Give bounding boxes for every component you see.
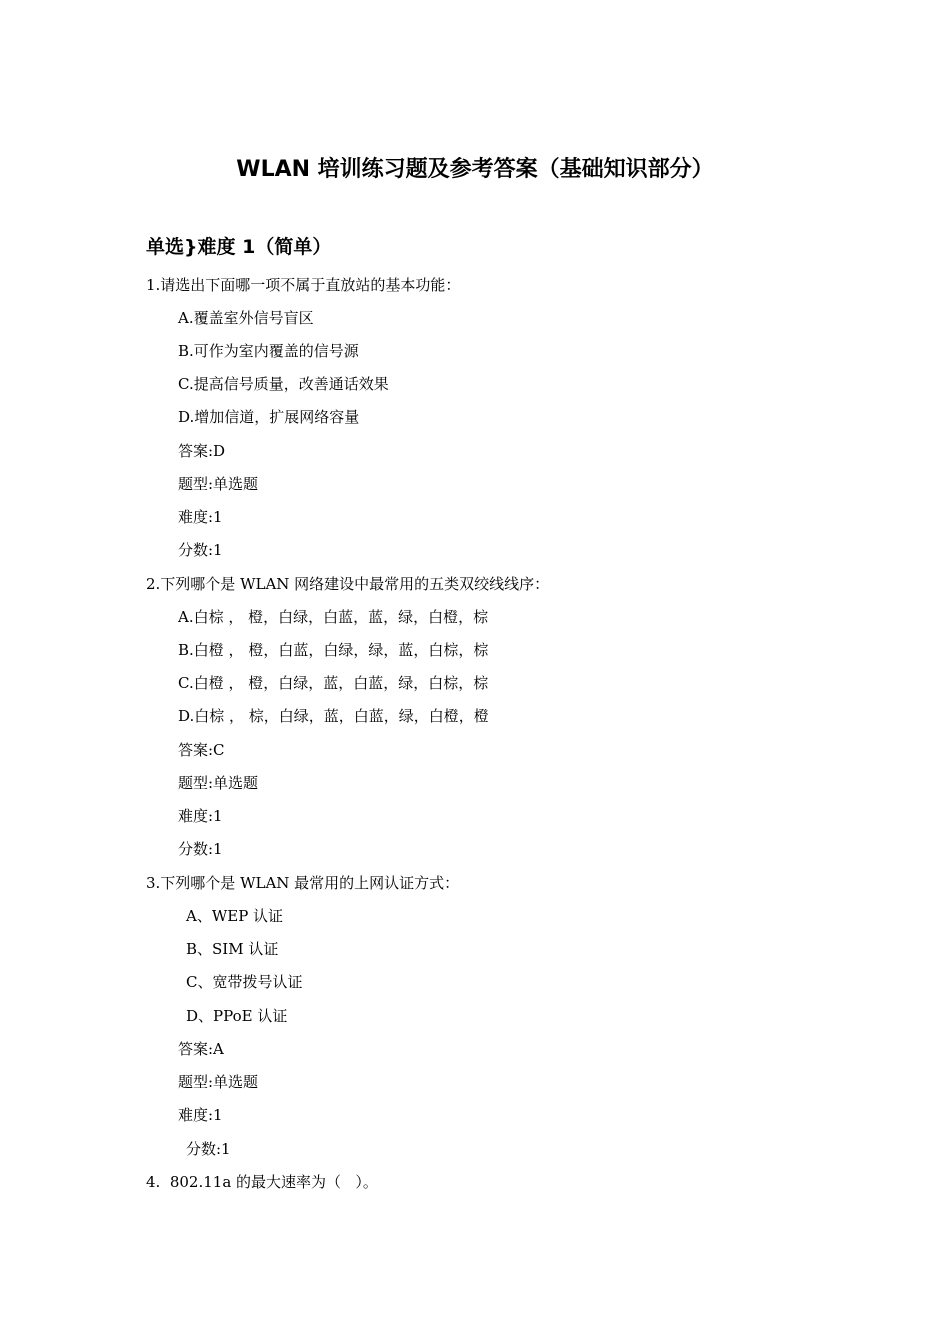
question-1-score: 分数:1 [178, 541, 223, 559]
question-3-option-d: D、PPoE 认证 [186, 1007, 288, 1025]
question-1-answer: 答案:D [178, 442, 226, 460]
question-1-option-c: C.提高信号质量，改善通话效果 [178, 375, 389, 393]
question-1-option-a: A.覆盖室外信号盲区 [178, 309, 314, 327]
question-1-option-d: D.增加信道，扩展网络容量 [178, 408, 360, 426]
question-3-option-c: C、宽带拨号认证 [186, 973, 303, 991]
question-3-answer: 答案:A [178, 1040, 224, 1058]
question-1-option-b: B.可作为室内覆盖的信号源 [178, 342, 359, 360]
question-3-option-b: B、SIM 认证 [186, 940, 279, 958]
question-1-text: 1.请选出下面哪一项不属于直放站的基本功能： [146, 276, 461, 294]
question-2-option-d: D.白棕 ， 棕，白绿，蓝，白蓝，绿，白橙，橙 [178, 707, 489, 725]
section-heading: 单选}难度 1（简单） [146, 236, 332, 258]
question-3-score: 分数:1 [186, 1140, 231, 1158]
question-3-difficulty: 难度:1 [178, 1106, 223, 1124]
question-2-type: 题型:单选题 [178, 774, 259, 792]
question-4-text: 4. 802.11a 的最大速率为（ ）。 [146, 1173, 378, 1191]
question-2-answer: 答案:C [178, 741, 225, 759]
question-3-type: 题型:单选题 [178, 1073, 259, 1091]
question-3-option-a: A、WEP 认证 [186, 907, 284, 925]
question-2-option-b: B.白橙 ， 橙，白蓝，白绿，绿，蓝，白棕，棕 [178, 641, 489, 659]
question-2-score: 分数:1 [178, 840, 223, 858]
question-1-difficulty: 难度:1 [178, 508, 223, 526]
question-2-difficulty: 难度:1 [178, 807, 223, 825]
question-3-text: 3.下列哪个是 WLAN 最常用的上网认证方式： [146, 874, 460, 892]
document-title: WLAN 培训练习题及参考答案（基础知识部分） [236, 157, 714, 182]
question-2-option-a: A.白棕 ， 橙，白绿，白蓝，蓝，绿，白橙，棕 [178, 608, 489, 626]
question-2-text: 2.下列哪个是 WLAN 网络建设中最常用的五类双绞线线序： [146, 575, 550, 593]
question-1-type: 题型:单选题 [178, 475, 259, 493]
question-2-option-c: C.白橙 ， 橙，白绿，蓝，白蓝，绿，白棕，棕 [178, 674, 489, 692]
